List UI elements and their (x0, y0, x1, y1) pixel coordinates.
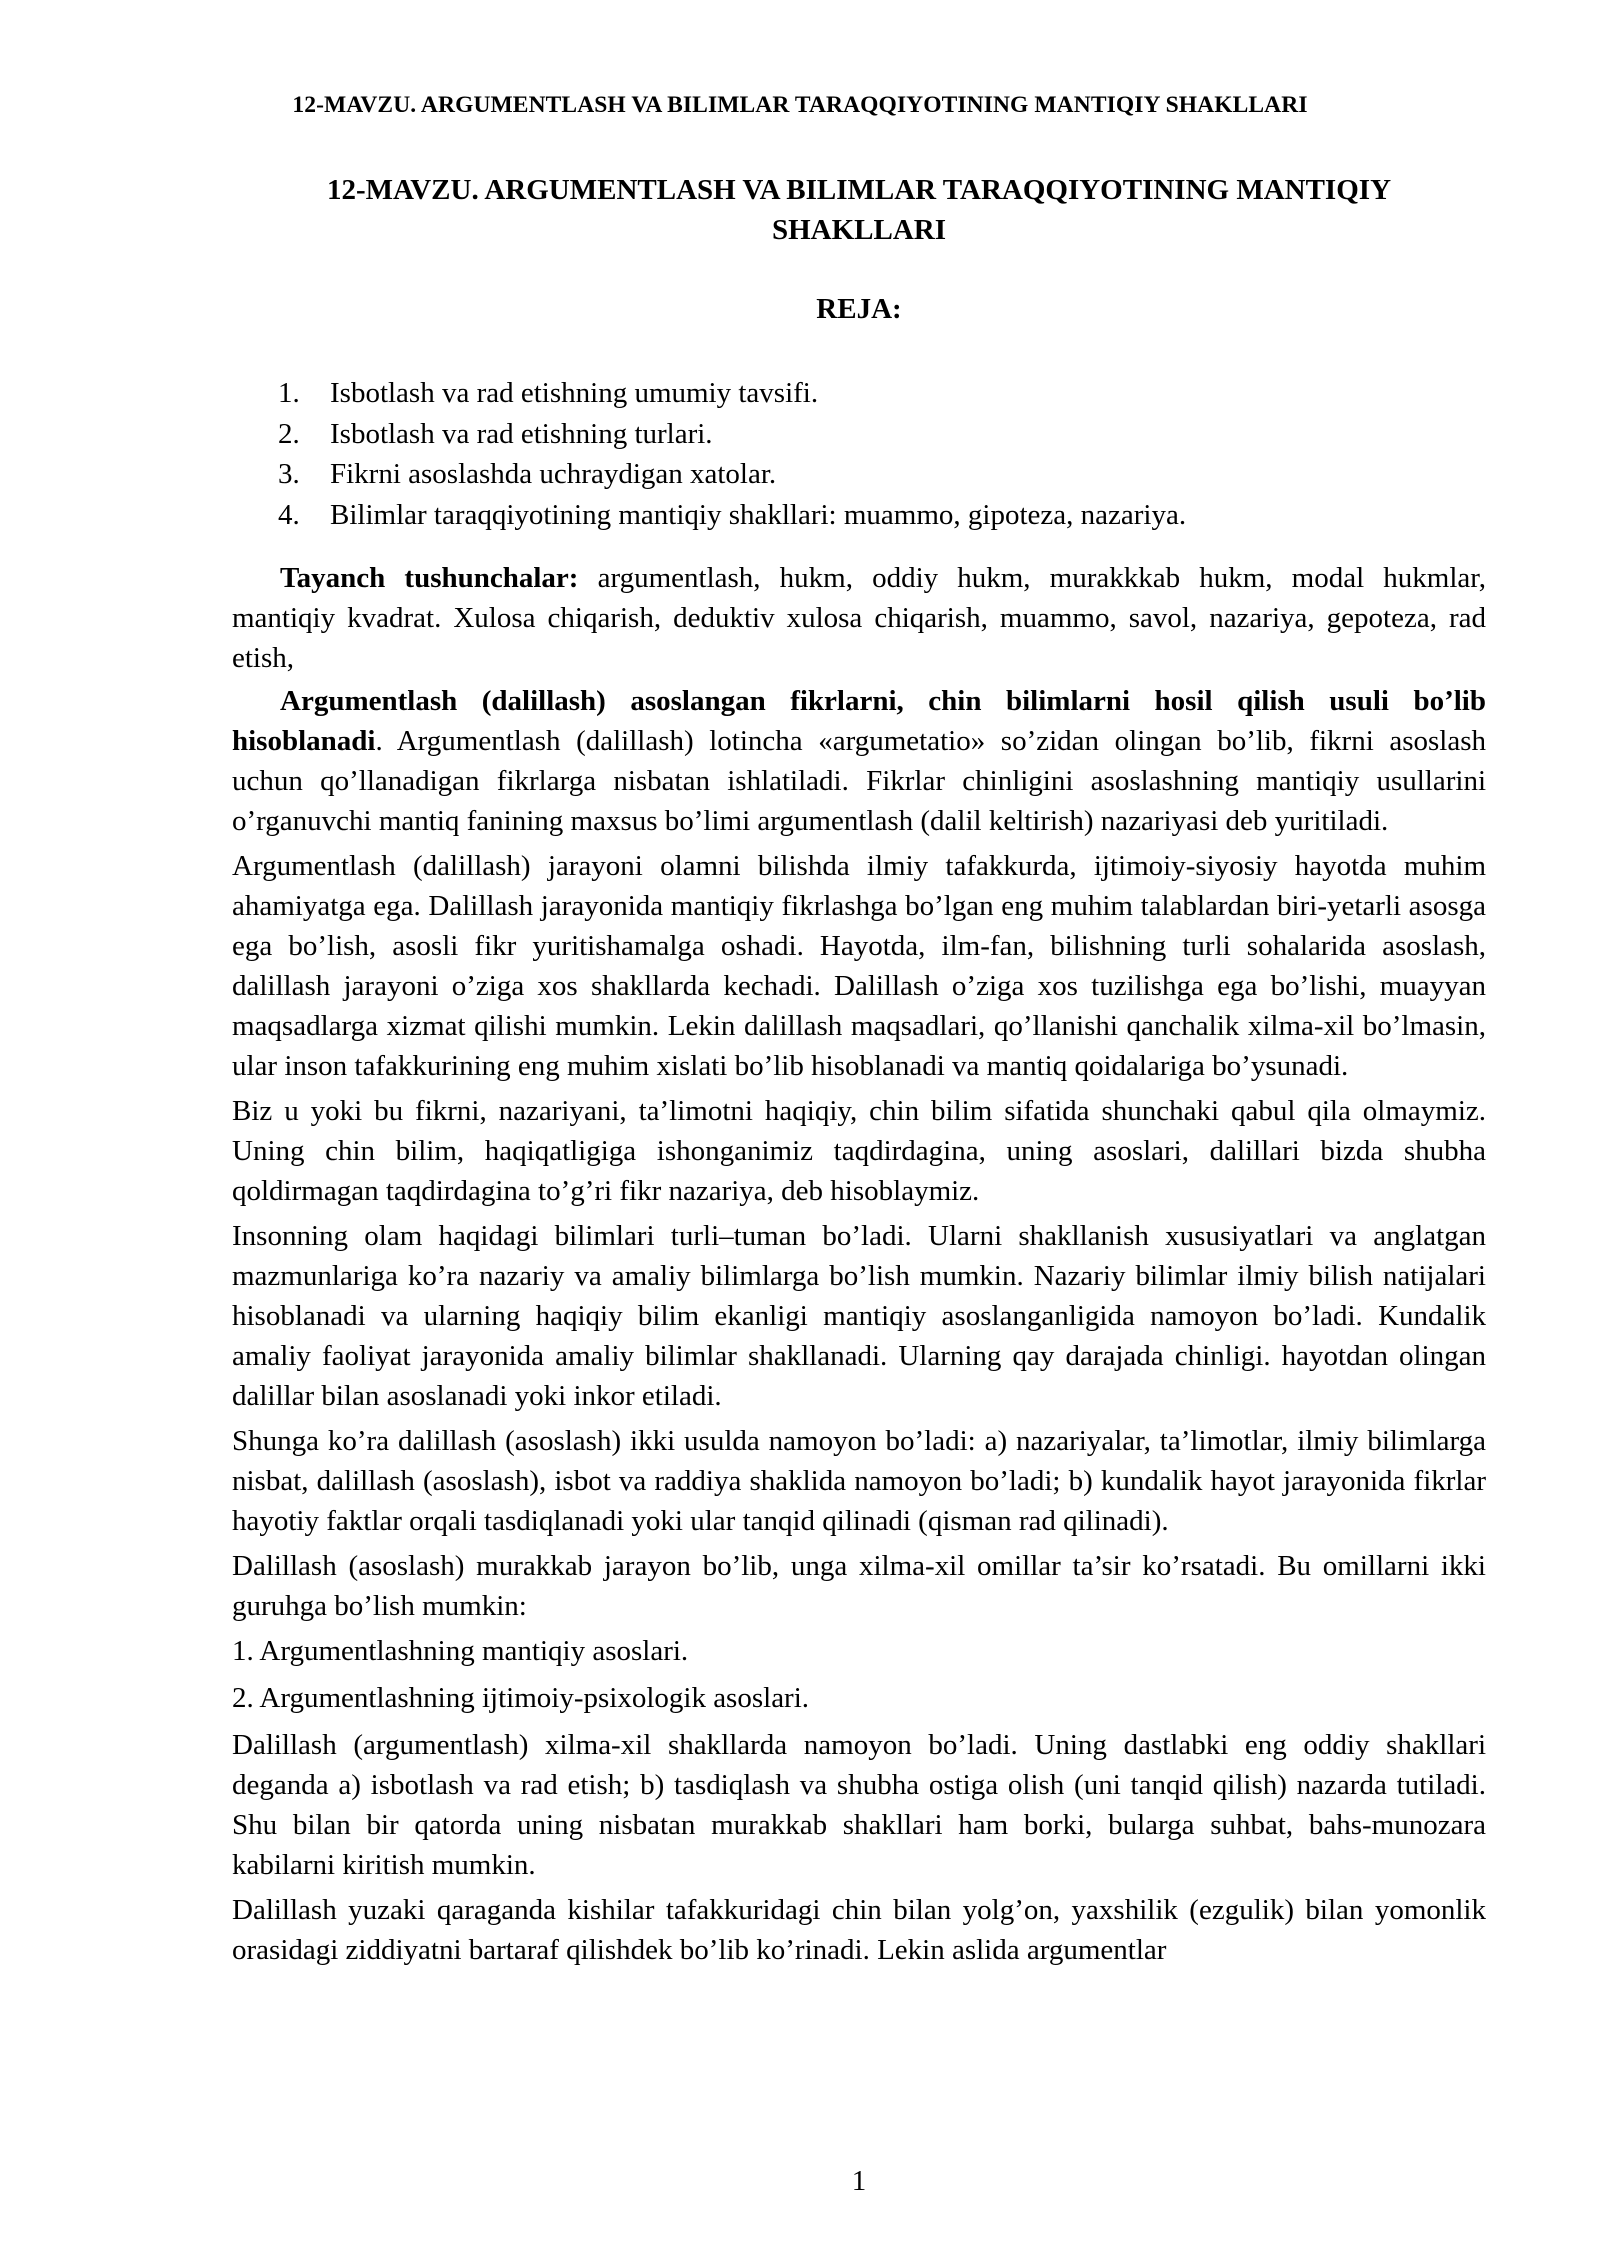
plan-item (278, 454, 1478, 495)
body-paragraph: Biz u yoki bu fikrni, nazariyani, ta’limotni haqiqiy, chin bilim sifatida shunchaki qabul qila olmaymiz. Uning chin bilim, haqiqatligiga ishonganimiz taqdirdagina, uning asoslari, dalillari bizda shubha qoldirmagan taqdirdagina to’g’ri fikr nazariya, deb hisoblaymiz. (232, 1095, 1486, 1207)
body-text (232, 558, 1486, 1975)
body-paragraph: Insonning olam haqidagi bilimlari turli–tuman bo’ladi. Ularni shakllanish xususiyatlari va anglatgan mazmunlariga ko’ra nazariy va amaliy bilimlarga bo’lish mumkin. Nazariy bilimlar ilmiy bilish natijalari hisoblanadi va ularning haqiqiy bilim ekanligi mantiqiy asoslanganligida namoyon bo’ladi. Kundalik amaliy faoliyat jarayonida amaliy bilimlar shakllanadi. Ularning qay darajada chinligi. hayotdan olingan dalillar bilan asoslanadi yoki inkor etiladi. (232, 1220, 1486, 1412)
title-line-2: SHAKLLARI (771, 214, 947, 246)
plan-item (278, 373, 1478, 414)
plan-item (278, 414, 1478, 455)
plan-item (278, 495, 1478, 536)
plan-item-text: Bilimlar taraqqiyotining mantiqiy shakllari: muammo, gipoteza, nazariya. (330, 498, 1187, 531)
factor-item: 1. Argumentlashning mantiqiy asoslari. (232, 1635, 689, 1667)
plan-item-number: 1. (278, 377, 300, 409)
key-concepts-text: argumentlash, hukm, oddiy hukm, murakkkab hukm, modal hukmlar, mantiqiy kvadrat. Xulosa chiqarish, deduktiv xulosa chiqarish, muammo, savol, nazariya, gepoteza, rad etish, (232, 562, 1486, 674)
plan-item-number: 2. (278, 417, 300, 450)
plan-item-number: 3. (278, 458, 300, 490)
running-header: 12-MAVZU. ARGUMENTLASH VA BILIMLAR TARAQQIYOTINING MANTIQIY SHAKLLARI (292, 92, 1308, 118)
definition-text: . Argumentlash (dalillash) lotincha «argumetatio» so’zidan olingan bo’lib, fikrni asoslash uchun qo’llanadigan fikrlarga nisbatan ishlatiladi. Fikrlar chinligini asoslashning mantiqiy usullarini o’rganuvchi mantiq fanining maxsus bo’limi argumentlash (dalil keltirish) nazariyasi deb yuritiladi. (232, 725, 1486, 837)
definition-bold: Argumentlash (dalillash) asoslangan fikrlarni, chin bilimlarni hosil qilish usuli bo’lib hisoblanadi (232, 685, 1486, 757)
definition-paragraph (232, 681, 1486, 841)
plan-list (278, 373, 1478, 535)
title-line-1: 12-MAVZU. ARGUMENTLASH VA BILIMLAR TARAQQIYOTINING MANTIQIY (326, 174, 1392, 206)
key-concepts-paragraph (232, 558, 1486, 678)
plan-item-text: Isbotlash va rad etishning turlari. (330, 417, 713, 450)
body-paragraph: Dalillash (asoslash) murakkab jarayon bo’lib, unga xilma-xil omillar ta’sir ko’rsatadi. Bu omillarni ikki guruhga bo’lish mumkin: (232, 1550, 1486, 1622)
plan-item-number: 4. (278, 498, 300, 531)
body-paragraph: Argumentlash (dalillash) jarayoni olamni bilishda ilmiy tafakkurda, ijtimoiy-siyosiy hayotda muhim ahamiyatga ega. Dalillash jarayonida mantiqiy fikrlashga bo’lgan eng muhim talablardan biri-yetarli asosga ega bo’lish, asosli fikr yuritishamalga oshadi. Hayotda, ilm-fan, bilishning turli sohalarida asoslash, dalillash jarayoni o’ziga xos shakllarda kechadi. Dalillash o’ziga xos tuzilishga ega bo’lishi, muayyan maqsadlarga xizmat qilishi mumkin. Lekin dalillash maqsadlari, qo’llanishi qanchalik xilma-xil bo’lmasin, ular inson tafakkurining eng muhim xislati bo’lib hisoblanadi va mantiq qoidalariga bo’ysunadi. (232, 850, 1486, 1082)
body-paragraph: Dalillash yuzaki qaraganda kishilar tafakkuridagi chin bilan yolg’on, yaxshilik (ezgulik) bilan yomonlik orasidagi ziddiyatni bartaraf qilishdek bo’lib ko’rinadi. Lekin aslida argumentlar (232, 1894, 1486, 1966)
document-title (232, 170, 1486, 250)
plan-item-text: Isbotlash va rad etishning umumiy tavsifi. (330, 377, 819, 409)
key-concepts-label: Tayanch tushunchalar: (280, 562, 579, 594)
plan-heading: REJA: (816, 293, 902, 325)
plan-item-text: Fikrni asoslashda uchraydigan xatolar. (330, 458, 777, 490)
body-paragraph: Shunga ko’ra dalillash (asoslash) ikki usulda namoyon bo’ladi: a) nazariyalar, ta’limotlar, ilmiy bilimlarga nisbat, dalillash (asoslash), isbot va raddiya shaklida namoyon bo’ladi; b) kundalik hayot jarayonida fikrlar hayotiy faktlar orqali tasdiqlanadi yoki ular tanqid qilinadi (qisman rad qilinadi). (232, 1425, 1486, 1537)
factor-item: 2. Argumentlashning ijtimoiy-psixologik asoslari. (232, 1682, 810, 1714)
page-number: 1 (851, 2165, 867, 2197)
body-paragraph: Dalillash (argumentlash) xilma-xil shakllarda namoyon bo’ladi. Uning dastlabki eng oddiy shakllari deganda a) isbotlash va rad etish; b) tasdiqlash va shubha ostiga olish (uni tanqid qilish) nazarda tutiladi. Shu bilan bir qatorda uning nisbatan murakkab shakllari ham borki, bularga suhbat, bahs-munozara kabilarni kiritish mumkin. (232, 1729, 1486, 1881)
